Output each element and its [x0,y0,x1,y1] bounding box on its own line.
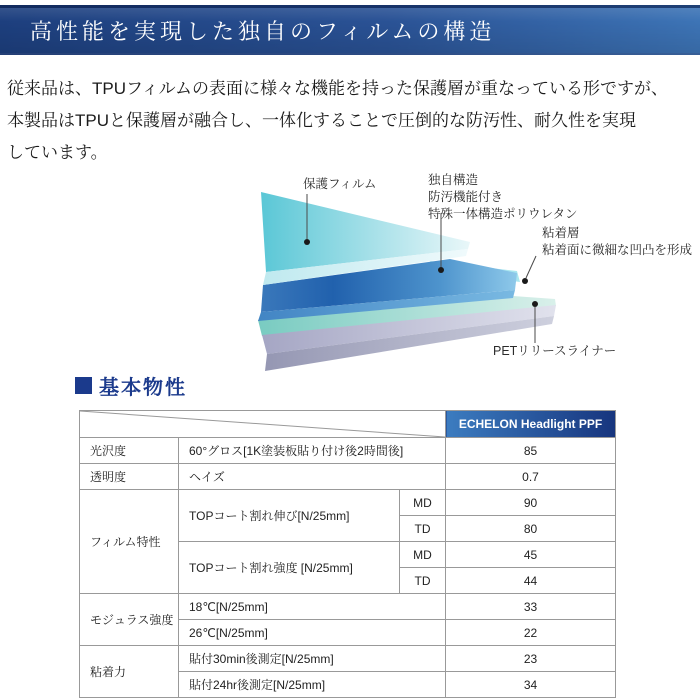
category-cell: 粘着力 [80,646,179,698]
label-protective-film: 保護フィルム [303,177,377,191]
label-line: 特殊一体構造ポリウレタン [428,207,578,221]
properties-table [79,410,616,698]
label-line: 粘着面に微細な凹凸を形成 [542,243,693,257]
spec-cell: ヘイズ [179,464,446,490]
value-cell: 33 [446,594,616,620]
direction-cell: TD [400,516,446,542]
value-cell: 85 [446,438,616,464]
spec-cell: 26℃[N/25mm] [179,620,446,646]
value-cell: 22 [446,620,616,646]
value-cell: 44 [446,568,616,594]
intro-paragraph [7,73,697,169]
diagonal-header-cell [80,411,446,438]
value-cell: 0.7 [446,464,616,490]
diagonal-line [80,411,445,437]
label-line: 防汚機能付き [428,190,504,204]
label-release-liner: PETリリースライナー [493,344,617,358]
film-structure-diagram [235,172,700,380]
category-cell: フィルム特性 [80,490,179,594]
category-cell: 透明度 [80,464,179,490]
section-heading [75,371,187,400]
direction-cell: MD [400,490,446,516]
category-cell: モジュラス強度 [80,594,179,646]
product-header-cell: ECHELON Headlight PPF [446,411,616,438]
label-adhesive-layer [542,225,692,259]
basic-properties [79,410,616,698]
value-cell: 80 [446,516,616,542]
spec-cell: 60°グロス[1K塗装板貼り付け後2時間後] [179,438,446,464]
value-cell: 45 [446,542,616,568]
title-banner [0,5,700,55]
section-bullet-icon [75,377,92,394]
value-cell: 34 [446,672,616,698]
value-cell: 23 [446,646,616,672]
value-cell: 90 [446,490,616,516]
direction-cell: TD [400,568,446,594]
direction-cell: MD [400,542,446,568]
section-heading-text: 基本物性 [99,377,187,399]
intro-line: 従来品は、TPUフィルムの表面に様々な機能を持った保護層が重なっている形ですが、 [7,79,668,98]
page-title: 高性能を実現した独自のフィルムの構造 [30,20,496,45]
spec-cell: 貼付30min後測定[N/25mm] [179,646,446,672]
intro-line: 本製品はTPUと保護層が融合し、一体化することで圧倒的な防汚性、耐久性を実現 [7,111,636,130]
label-line: 粘着層 [542,226,580,240]
category-cell: 光沢度 [80,438,179,464]
spec-cell: TOPコート割れ強度 [N/25mm] [179,542,400,594]
spec-cell: TOPコート割れ伸び[N/25mm] [179,490,400,542]
label-line: 独自構造 [428,173,479,187]
label-unique-structure [428,172,578,223]
spec-cell: 貼付24hr後測定[N/25mm] [179,672,446,698]
intro-line: しています。 [7,143,108,162]
spec-cell: 18℃[N/25mm] [179,594,446,620]
